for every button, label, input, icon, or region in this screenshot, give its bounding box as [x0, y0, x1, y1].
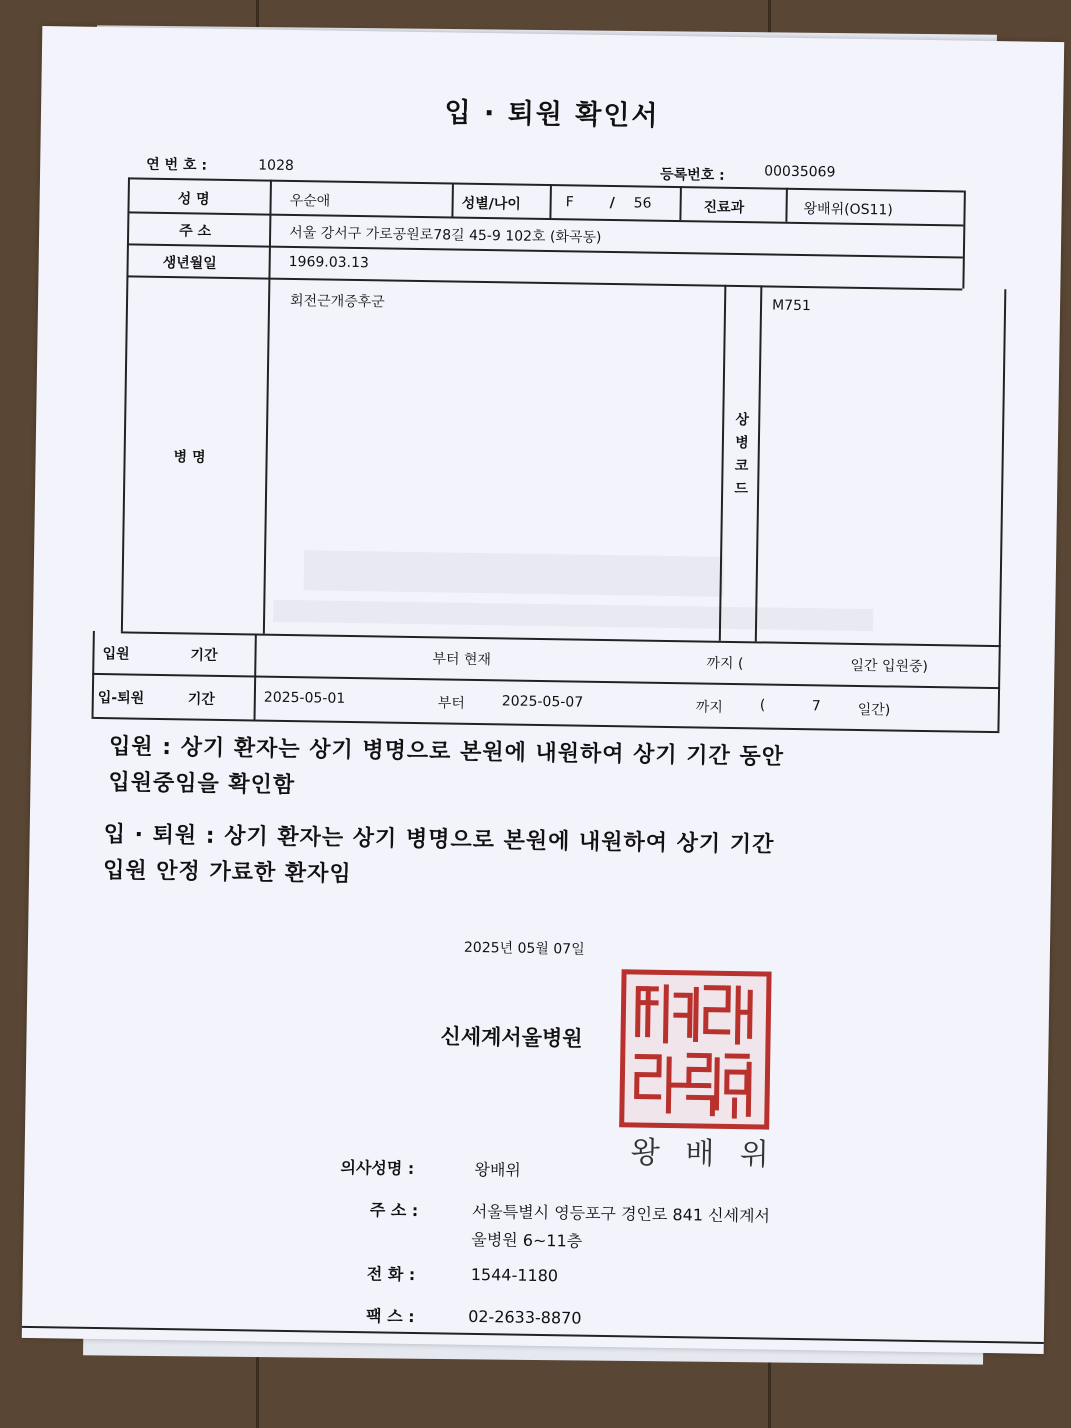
table-row-line [92, 673, 1000, 689]
hospital-name: 신세계서울병원 [440, 1024, 583, 1051]
discharge-period-label: 기간 [187, 691, 215, 708]
discharge-until: 까지 [695, 699, 723, 716]
discharge-statement-line1: 입 · 퇴원 : 상기 환자는 상기 병명으로 본원에 내원하여 상기 기간 [103, 822, 775, 858]
phone-value: 1544-1180 [470, 1264, 559, 1286]
table-border-right [962, 191, 966, 289]
table-border-right [997, 289, 1006, 731]
table-col-line [679, 186, 682, 220]
show-through-mark [273, 600, 873, 631]
admission-days-suffix: 일간 입원중) [850, 657, 929, 676]
table-col-line [549, 184, 552, 218]
table-row-line [126, 275, 962, 290]
fax-value: 02-2633-8870 [468, 1306, 582, 1328]
address-value: 서울 강서구 가로공원로78길 45-9 102호 (화곡동) [289, 224, 602, 246]
issue-date: 2025년 05월 07일 [463, 939, 585, 958]
table-col-line [755, 285, 763, 641]
hospital-seal [619, 969, 771, 1129]
name-label: 성 명 [177, 191, 210, 208]
disease-label: 병 명 [173, 449, 206, 466]
discharge-from: 부터 [437, 695, 465, 712]
discharge-paren: ( [759, 697, 766, 714]
admission-statement-line2: 입원중임을 확인함 [108, 770, 296, 799]
admission-label: 입원 [102, 646, 130, 663]
table-border-top [128, 177, 964, 192]
admission-from: 부터 현재 [432, 651, 492, 669]
registration-label: 등록번호 : [659, 166, 725, 184]
sex-age-label: 성별/나이 [461, 195, 521, 213]
admission-until: 까지 ( [706, 655, 744, 673]
table-col-line [451, 183, 454, 217]
fax-label: 팩 스 : [365, 1306, 415, 1327]
discharge-start-date: 2025-05-01 [263, 689, 346, 707]
sex-age-separator: / [609, 194, 615, 212]
discharge-days: 7 [811, 698, 821, 715]
disease-code-label-char: 코 [734, 457, 749, 475]
dob-label: 생년월일 [162, 254, 217, 272]
phone-label: 전 화 : [366, 1264, 416, 1285]
registration-value: 00035069 [764, 163, 836, 181]
doctor-label: 의사성명 : [340, 1157, 415, 1179]
sex-value: F [565, 194, 574, 211]
discharge-end-date: 2025-05-07 [501, 693, 584, 711]
discharge-days-suffix: 일간) [857, 701, 891, 719]
disease-code-label-char: 상 [735, 411, 750, 429]
admission-period-label: 기간 [190, 647, 218, 664]
disease-code-label-char: 드 [734, 480, 749, 498]
disease-code-label-char: 병 [735, 434, 749, 452]
table-border-left [121, 177, 130, 631]
discharge-label: 입-퇴원 [97, 690, 145, 707]
certificate-page [22, 26, 1064, 1354]
table-row-line [121, 631, 1001, 647]
document-title: 입 · 퇴원 확인서 [444, 97, 660, 132]
dob-value: 1969.03.13 [288, 253, 369, 272]
table-col-line [263, 180, 272, 634]
doctor-name: 왕배위 [474, 1159, 521, 1180]
doctor-signature: 왕 배 위 [630, 1135, 778, 1173]
contact-address-line1: 서울특별시 영등포구 경인로 841 신세계서 [471, 1201, 771, 1226]
contact-address-label: 주 소 : [369, 1200, 419, 1221]
serial-value: 1028 [258, 157, 294, 175]
department-value: 왕배위(OS11) [803, 201, 893, 219]
table-col-line [785, 188, 788, 222]
address-label: 주 소 [179, 223, 212, 240]
admission-statement-line1: 입원 : 상기 환자는 상기 병명으로 본원에 내원하여 상기 기간 동안 [108, 734, 785, 770]
serial-label: 연 번 호 : [146, 156, 208, 174]
seal-glyphs [624, 974, 766, 1124]
disease-code-value: M751 [771, 297, 812, 315]
department-label: 진료과 [703, 199, 745, 217]
disease-code-label [731, 409, 752, 501]
disease-value: 회전근개증후군 [289, 292, 385, 311]
contact-address-line2: 울병원 6~11층 [471, 1229, 583, 1251]
age-value: 56 [633, 195, 652, 212]
name-value: 우순애 [289, 192, 331, 210]
discharge-statement-line2: 입원 안정 가료한 환자임 [102, 858, 352, 888]
show-through-mark [304, 550, 725, 597]
